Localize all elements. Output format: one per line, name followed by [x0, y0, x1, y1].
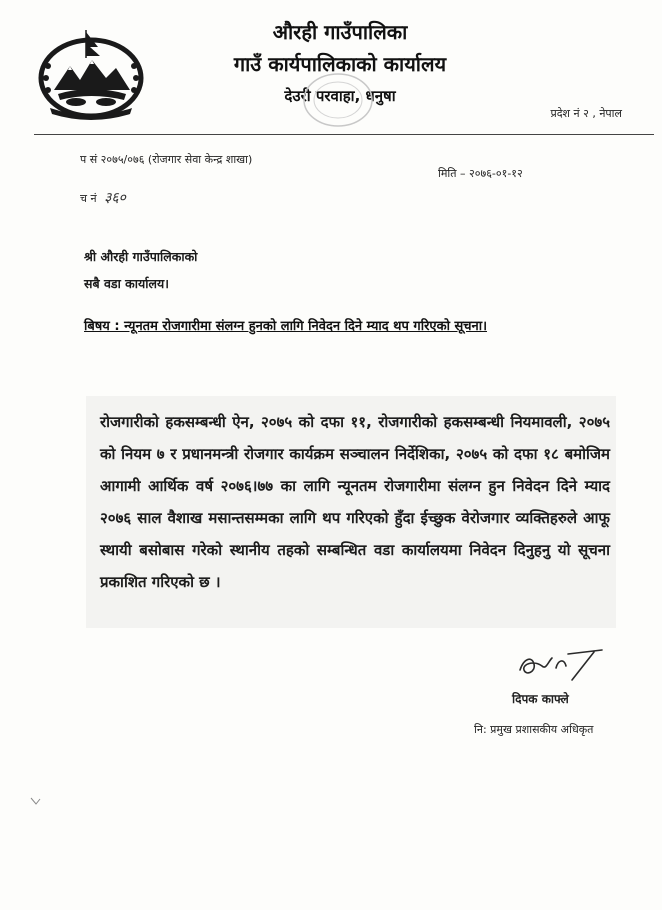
dispatch-number	[80, 188, 126, 207]
municipality-name: औरही गाउँपालिका	[272, 20, 408, 44]
addressee-line-2: सबै वडा कार्यालय।	[84, 276, 169, 291]
addressee-line-1: श्री औरही गाउँपालिकाको	[84, 249, 198, 264]
signature-icon	[512, 640, 612, 688]
letter-date: मिति – २०७६-०१-१२	[438, 167, 523, 180]
stray-mark-icon	[30, 796, 42, 806]
dispatch-number-label: च नं	[80, 192, 97, 205]
office-address: देउरी परवाहा, धनुषा	[284, 87, 396, 105]
signatory-title: नि: प्रमुख प्रशासकीय अधिकृत	[474, 723, 594, 736]
province-label: प्रदेश नं २ , नेपाल	[550, 107, 622, 120]
nepal-government-emblem-icon	[36, 26, 146, 122]
office-name: गाउँ कार्यपालिकाको कार्यालय	[233, 52, 447, 76]
header-divider	[34, 134, 654, 135]
signatory-name: दिपक काफ्ले	[512, 692, 569, 706]
dispatch-number-value: ३६०	[104, 190, 126, 206]
notice-body: रोजगारीको हकसम्बन्धी ऐन, २०७५ को दफा ११, रोजगारीको हकसम्बन्धी नियमावली, २०७५ को नियम ७ र प्रधानमन्त्री रोजगार कार्यक्रम सञ्चालन निर्देशिका, २०७५ को दफा १८ बमोजिम आगामी आर्थिक वर्ष २०७६।७७ का लागि न्यूनतम रोजगारीमा संलग्न हुन निवेदन दिने म्याद २०७६ साल वैशाख मसान्तसम्मका लागि थप गरिएको हुँदा ईच्छुक वेरोजगार व्यक्तिहरुले आफू स्थायी बसोबास गरेको स्थानीय तहको सम्बन्धित वडा कार्यालयमा निवेदन दिनुहनु यो सूचना प्रकाशित गरिएको छ ।	[100, 413, 610, 591]
letter-reference-number: प सं २०७५/०७६ (रोजगार सेवा केन्द्र शाखा)	[80, 153, 253, 166]
letter-subject: बिषय : न्यूनतम रोजगारीमा संलग्न हुनको लागि निवेदन दिने म्याद थप गरिएको सूचना।	[84, 319, 488, 334]
office-stamp-icon	[298, 70, 378, 130]
